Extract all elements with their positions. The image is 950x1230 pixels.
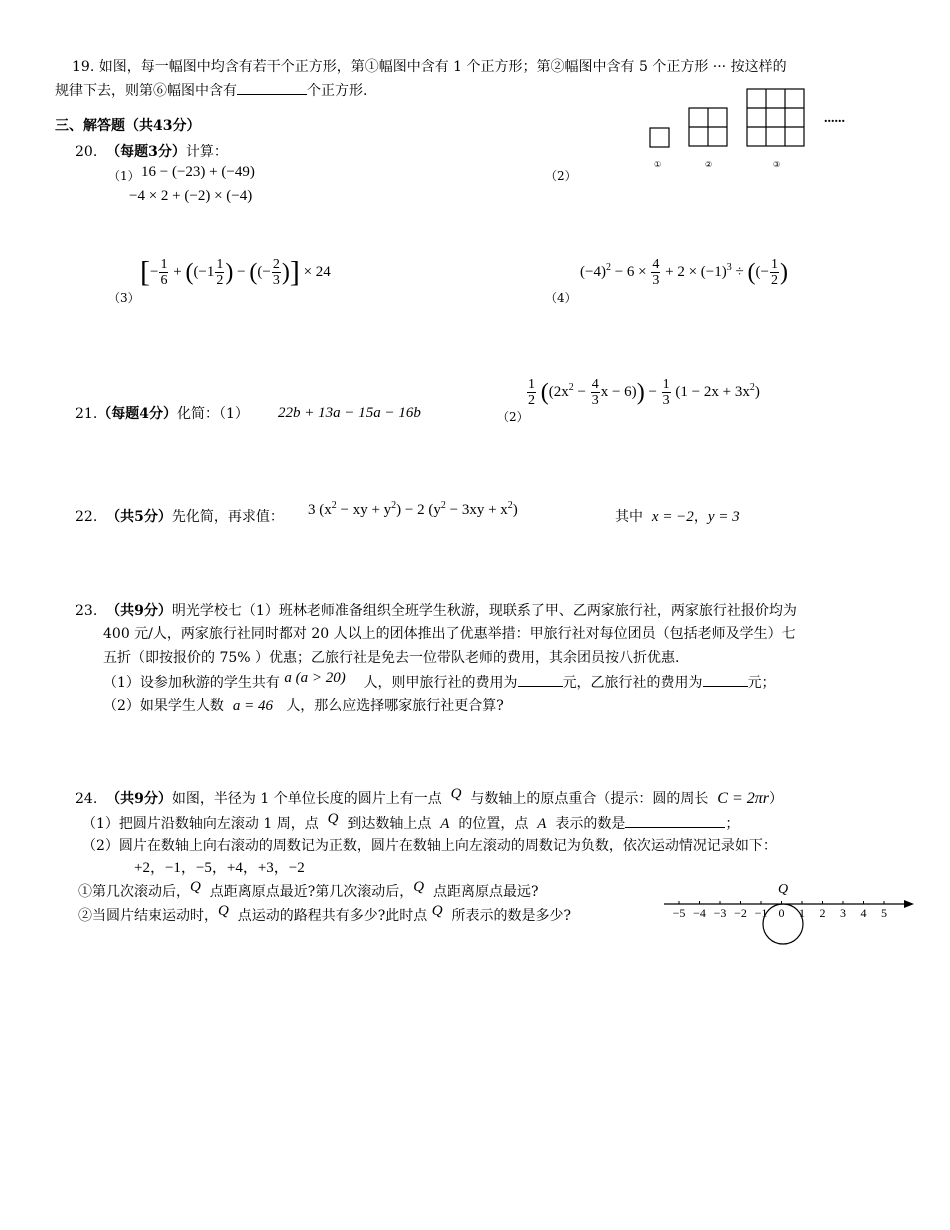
q21-line [75,404,249,424]
q24-sub2: （2）圆片在数轴上向右滚动的周数记为正数，圆片在数轴上向左滚动的周数记为负数，依次运动情况记录如下： [82,838,777,854]
q23-points: （共9分） [106,603,172,619]
q24-Q-6: Q [431,903,443,919]
q24-sub1-e: ； [725,816,740,832]
q24-sub1-c: 的位置，点 [458,816,529,832]
q23-sub1-b: 人，则甲旅行社的费用为 [363,675,518,691]
q20-p3-expr: [− $\frac{1}{6}$ + ((−1 $\frac{1}{2}$ ) − ((− $\frac{2}{3}$ )] × 24 [140,255,331,289]
number-line-figure [660,878,920,948]
q22-condition [615,507,740,527]
figure-label-1: ① [654,160,662,169]
q22-line [75,507,284,527]
square-fig-3 [747,89,804,146]
q23-sub2 [103,696,504,716]
q24-line1-b: 与数轴上的原点重合（提示：圆的周长 [470,791,709,807]
number-line-tick-label: 4 [860,906,867,920]
q24-sub1 [82,813,739,834]
section-title: 三、解答题（共43分） [55,118,201,134]
number-line-tick-label: −3 [713,906,727,920]
q24-sub1-d: 表示的数是 [555,816,626,832]
q21-prompt: 化简：（1） [177,406,249,422]
q24-A-2: A [537,816,547,832]
q20-num: 20. [75,144,98,160]
q20-p3-label: （3） [108,291,140,305]
q21-p1-expr: 22b + 13a − 15a − 16b [278,405,421,421]
q22-cond-y: y = 3 [707,509,740,525]
number-line-tick-label: −2 [734,906,747,920]
q24-sub1-a: （1）把圆片沿数轴向左滚动 1 周，点 [82,816,319,832]
q24-sub1-b: 到达数轴上点 [347,816,432,832]
q24-A-1: A [440,816,450,832]
q24-c1-b: 点距离原点最近?第几次滚动后， [209,884,414,900]
q24-c2-b: 点运动的路程共有多少?此时点 [237,908,428,924]
q22-cond-label: 其中 [615,509,643,525]
q22-cond-sep: ， [693,509,708,525]
q20-prompt: 计算： [185,144,228,160]
q23-line1-text: 明光学校七（1）班林老师准备组织全班学生秋游，现联系了甲、乙两家旅行社，两家旅行社报价均为 [171,603,797,619]
q23-sub1-var: a (a > 20) [284,670,346,686]
q21-num: 21. [75,406,98,422]
q23-line1 [75,601,797,621]
number-line-tick-label: −5 [672,906,686,920]
q24-Q-3: Q [190,879,201,895]
disc-point-label: Q [778,882,789,897]
q24-record: +2，−1，−5，+4，+3，−2 [134,860,305,876]
q24-line1-c: ） [769,791,784,807]
q24-c2 [78,903,571,926]
q23-blank-yi[interactable] [703,672,748,687]
number-line-tick-label: 1 [799,906,805,920]
q24-line1-a: 如图，半径为 1 个单位长度的圆片上有一点 [171,791,442,807]
q24-Q-1: Q [450,786,462,802]
q23-line2: 400 元/人，两家旅行社同时都对 20 人以上的团体推出了优惠举措：甲旅行社对每位团员（包括老师及学生）七 [103,626,796,642]
q24-answer-blank[interactable] [625,813,725,828]
q23-sub1 [103,672,776,693]
q23-sub2-var: a = 46 [232,698,273,714]
q20-p1-line1: 16 − (−23) + (−49) [141,164,255,180]
q22-expr: 3 ($x^2$ − xy + $y^2) - 2$ $(y^2 - 3xy + x^2)$ [308,500,518,518]
number-line-arrow [904,900,914,908]
q24-Q-4: Q [413,879,425,895]
q24-points: （共9分） [106,791,172,807]
q24-Q-5: Q [218,903,229,919]
q23-sub1-c: 元，乙旅行社的费用为 [562,675,703,691]
q24-c1 [78,879,539,902]
q19-line1: 19. 如图，每一幅图中均含有若干个正方形，第①幅图中含有 1 个正方形；第②幅图中含有 5 个正方形 ··· 按这样的 [72,59,787,75]
figure-label-3: ③ [773,160,781,169]
q23-sub1-a: （1）设参加秋游的学生共有 [103,675,280,691]
q20-p1-label: （1） [108,169,140,183]
q22-prompt: 先化简，再求值： [171,509,284,525]
q24-c2-a: ②当圆片结束运动时， [78,908,218,924]
q24-formula: C = 2πr [717,790,770,807]
q21-p2-expr: $\frac{1}{2}$ (($2x^2$ − $\frac{4}{3}$ x − 6)) − $\frac{1}{3}$ $(1 - 2x + 3x^2)$ [528,377,760,408]
square-fig-1 [650,128,669,147]
q22-cond-x: x = −2 [651,509,694,525]
q23-blank-jia[interactable] [518,672,563,687]
q19-line2-text-a: 规律下去，则第⑥幅图中含有 [55,83,237,99]
q23-num: 23. [75,603,98,619]
q24-line1 [75,786,784,809]
number-line-tick-label: 5 [881,906,887,920]
q23-sub1-d: 元； [747,675,776,691]
q24-Q-2: Q [327,811,339,827]
q24-c1-a: ①第几次滚动后， [78,884,190,900]
q21-p2-label: （2） [497,410,529,424]
q23-sub2-b: 人，那么应选择哪家旅行社更合算? [286,698,504,714]
q24-c1-c: 点距离原点最远? [433,884,539,900]
q20-header [75,142,228,162]
q24-c2-c: 所表示的数是多少? [451,908,571,924]
q20-p4-label: （4） [545,291,577,305]
q20-points: （每题3分） [106,144,186,160]
q22-points: （共5分） [106,509,172,525]
number-line-tick-label: −4 [693,906,706,920]
q19-line2 [55,80,367,101]
figure-dots: ...... [824,111,845,126]
square-fig-2 [689,108,727,146]
q24-num: 24. [75,791,98,807]
q20-p1-line2: −4 × 2 + (−2) × (−4) [129,188,253,204]
figure-label-2: ② [705,160,713,169]
q21-points: （每题4分） [97,406,178,422]
number-line-tick-label: 2 [819,906,826,920]
q19-answer-blank[interactable] [237,80,307,95]
q23-sub2-a: （2）如果学生人数 [103,698,224,714]
q20-p2-label: （2） [545,169,577,183]
number-line-tick-label: 0 [778,906,785,920]
number-line-tick-label: 3 [840,906,846,920]
q23-line3: 五折（即按报价的 75% ）优惠；乙旅行社是免去一位带队老师的费用，其余团员按八折优惠. [103,650,680,666]
squares-figure [640,85,860,175]
q20-p4-expr: $(-4)^2 - 6$ × $\frac{4}{3}$ + $2 \times (-1)^3$ ÷ ((− $\frac{1}{2}$ ) [580,257,788,288]
q19-line2-text-b: 个正方形. [307,83,368,99]
number-line-tick-label: −1 [754,906,768,920]
q22-num: 22. [75,509,98,525]
